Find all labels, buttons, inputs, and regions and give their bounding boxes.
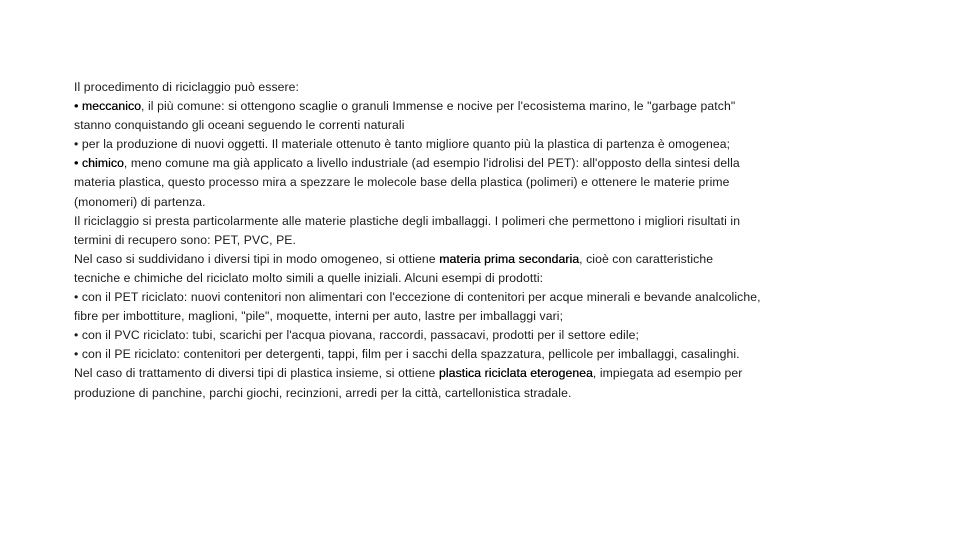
text-run: materia plastica, questo processo mira a spezzare le molecole base della plastica (polimeri) e ottenere le materie prime [74, 175, 730, 190]
text-line [74, 231, 904, 250]
text-run: , cioè con caratteristiche [579, 251, 714, 266]
text-line [74, 116, 904, 135]
text-run: produzione di panchine, parchi giochi, recinzioni, arredi per la città, cartellonistica stradale. [74, 385, 572, 400]
text-line [74, 154, 904, 173]
text-line [74, 173, 904, 192]
text-line [74, 288, 904, 307]
text-line [74, 269, 904, 288]
text-line [74, 364, 904, 383]
text-run: stanno conquistando gli oceani seguendo le correnti naturali [74, 118, 405, 133]
text-line [74, 78, 904, 97]
text-run: , impiegata ad esempio per [592, 366, 743, 381]
emphasized-term: • meccanico [74, 99, 142, 114]
body-text [74, 78, 904, 403]
text-line [74, 345, 904, 364]
text-line [74, 135, 904, 154]
text-run: Il procedimento di riciclaggio può essere: [74, 80, 300, 94]
emphasized-term: plastica riciclata eterogenea [438, 366, 593, 381]
text-run: Nel caso di trattamento di diversi tipi di plastica insieme, si ottiene [74, 366, 439, 381]
emphasized-term: materia prima secondaria [439, 251, 580, 266]
text-run: Il riciclaggio si presta particolarmente alle materie plastiche degli imballaggi. I polimeri che permettono i migliori risultati in [74, 213, 741, 228]
text-run: • con il PVC riciclato: tubi, scarichi per l'acqua piovana, raccordi, passacavi, prodotti per il settore edile; [74, 328, 640, 343]
text-line [74, 326, 904, 345]
text-line [74, 212, 904, 231]
text-line [74, 97, 904, 116]
text-run: , meno comune ma già applicato a livello industriale (ad esempio l'idrolisi del PET): all'opposto della sintesi della [123, 156, 740, 171]
text-run: tecniche e chimiche del riciclato molto simili a quelle iniziali. Alcuni esempi di prodotti: [74, 270, 544, 285]
text-line [74, 307, 904, 326]
text-run: Nel caso si suddividano i diversi tipi in modo omogeneo, si ottiene [74, 251, 440, 266]
text-line [74, 384, 904, 403]
text-run: • per la produzione di nuovi oggetti. Il materiale ottenuto è tanto migliore quanto più la plastica di partenza è omogenea; [74, 137, 731, 152]
emphasized-term: • chimico [74, 156, 124, 171]
text-run: termini di recupero sono: PET, PVC, PE. [74, 232, 297, 247]
text-run: • con il PET riciclato: nuovi contenitori non alimentari con l'eccezione di contenitori per acque minerali e bevande analcoliche, [74, 290, 761, 305]
text-run: fibre per imbottiture, maglioni, "pile", moquette, interni per auto, lastre per imballaggi vari; [74, 309, 564, 324]
text-run: • con il PE riciclato: contenitori per detergenti, tappi, film per i sacchi della spazzatura, pellicole per imballaggi, casalinghi. [74, 347, 740, 362]
text-run: , il più comune: si ottengono scaglie o granuli Immense e nocive per l'ecosistema marino, le "garbage patch" [141, 99, 736, 114]
text-run: (monomeri) di partenza. [74, 194, 206, 209]
text-line [74, 193, 904, 212]
text-line [74, 250, 904, 269]
